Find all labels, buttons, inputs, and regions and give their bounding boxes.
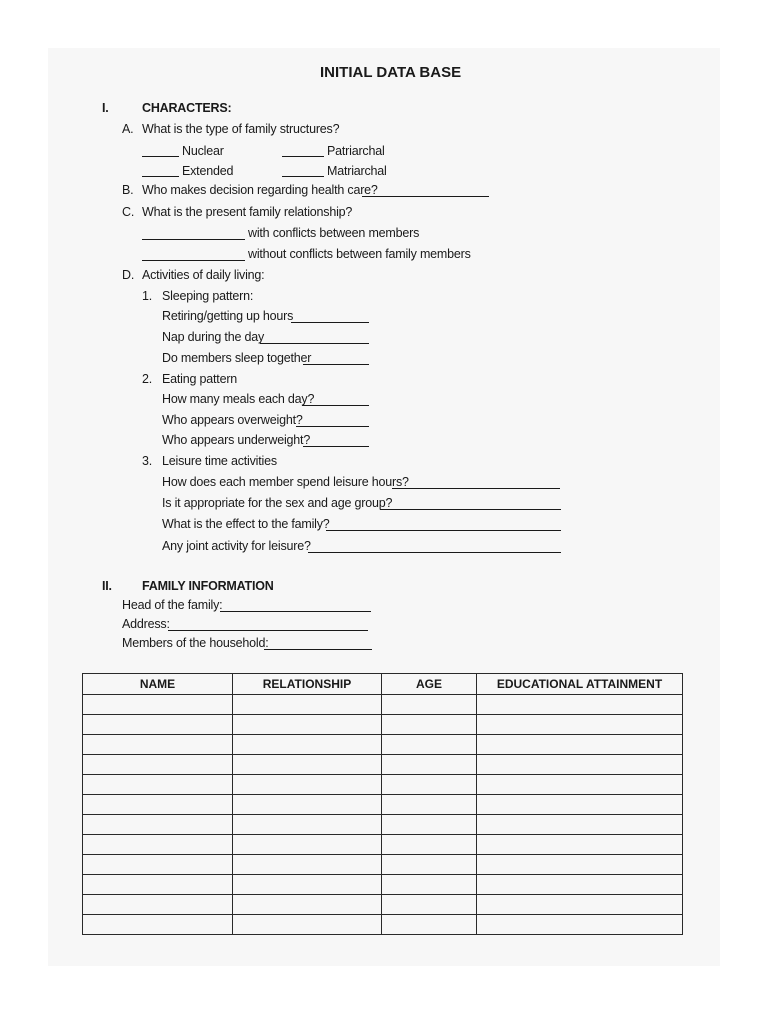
without-conflicts-blank[interactable] xyxy=(142,260,245,261)
table-cell[interactable] xyxy=(382,875,477,895)
underweight-blank[interactable] xyxy=(303,446,369,447)
table-row xyxy=(83,875,683,895)
item-1-label: Sleeping pattern: xyxy=(162,289,254,303)
table-header-row xyxy=(83,674,683,695)
table-cell[interactable] xyxy=(382,895,477,915)
column-header-name: NAME xyxy=(83,674,233,695)
form-title: INITIAL DATA BASE xyxy=(320,64,462,81)
option-extended: Extended xyxy=(182,164,234,178)
table-cell[interactable] xyxy=(83,775,233,795)
item-2-number: 2. xyxy=(142,372,153,386)
section-1-heading: CHARACTERS: xyxy=(142,101,232,115)
sleeping-question-3: Do members sleep together xyxy=(162,351,312,365)
section-1-numeral: I. xyxy=(102,101,109,115)
table-cell[interactable] xyxy=(83,915,233,935)
table-cell[interactable] xyxy=(477,775,683,795)
table-cell[interactable] xyxy=(83,795,233,815)
head-of-family-label: Head of the family: xyxy=(122,598,223,612)
sleeping-question-1: Retiring/getting up hours xyxy=(162,309,294,323)
table-cell[interactable] xyxy=(477,875,683,895)
table-row xyxy=(83,855,683,875)
item-1-number: 1. xyxy=(142,289,153,303)
sleeping-question-2: Nap during the day xyxy=(162,330,265,344)
table-cell[interactable] xyxy=(382,775,477,795)
leisure-question-3: What is the effect to the family? xyxy=(162,517,330,531)
leisure-question-1: How does each member spend leisure hours? xyxy=(162,475,409,489)
eating-question-3: Who appears underweight? xyxy=(162,433,311,447)
column-header-age: AGE xyxy=(382,674,477,695)
table-cell[interactable] xyxy=(83,875,233,895)
table-cell[interactable] xyxy=(83,835,233,855)
table-cell[interactable] xyxy=(83,695,233,715)
table-row xyxy=(83,815,683,835)
table-cell[interactable] xyxy=(382,815,477,835)
retiring-hours-blank[interactable] xyxy=(291,322,369,323)
table-cell[interactable] xyxy=(382,915,477,935)
column-header-educational-attainment: EDUCATIONAL ATTAINMENT xyxy=(477,674,683,695)
table-cell[interactable] xyxy=(83,855,233,875)
household-members-table xyxy=(82,673,683,935)
question-c-text: What is the present family relationship? xyxy=(142,205,353,219)
table-cell[interactable] xyxy=(83,715,233,735)
with-conflicts-blank[interactable] xyxy=(142,239,245,240)
meals-blank[interactable] xyxy=(302,405,369,406)
effect-blank[interactable] xyxy=(326,530,561,531)
table-row xyxy=(83,755,683,775)
table-cell[interactable] xyxy=(477,915,683,935)
option-with-conflicts: with conflicts between members xyxy=(248,226,420,240)
table-cell[interactable] xyxy=(233,815,382,835)
question-a-text: What is the type of family structures? xyxy=(142,122,340,136)
table-row xyxy=(83,835,683,855)
table-cell[interactable] xyxy=(233,775,382,795)
overweight-blank[interactable] xyxy=(296,426,369,427)
table-cell[interactable] xyxy=(233,735,382,755)
table-cell[interactable] xyxy=(233,855,382,875)
item-3-label: Leisure time activities xyxy=(162,454,277,468)
eating-question-2: Who appears overweight? xyxy=(162,413,303,427)
table-cell[interactable] xyxy=(233,795,382,815)
table-cell[interactable] xyxy=(382,795,477,815)
question-d-text: Activities of daily living: xyxy=(142,268,265,282)
table-cell[interactable] xyxy=(233,695,382,715)
table-cell[interactable] xyxy=(233,895,382,915)
extended-blank[interactable] xyxy=(142,176,179,177)
table-cell[interactable] xyxy=(477,715,683,735)
table-row xyxy=(83,915,683,935)
question-d-letter: D. xyxy=(122,268,135,282)
item-2-label: Eating pattern xyxy=(162,372,238,386)
decision-maker-blank[interactable] xyxy=(362,196,489,197)
table-row xyxy=(83,695,683,715)
question-b-text: Who makes decision regarding health care? xyxy=(142,183,378,197)
table-cell[interactable] xyxy=(382,695,477,715)
table-row xyxy=(83,775,683,795)
column-header-relationship: RELATIONSHIP xyxy=(233,674,382,695)
table-cell[interactable] xyxy=(83,895,233,915)
table-cell[interactable] xyxy=(477,835,683,855)
option-matriarchal: Matriarchal xyxy=(327,164,387,178)
question-c-letter: C. xyxy=(122,205,135,219)
table-cell[interactable] xyxy=(477,815,683,835)
table-cell[interactable] xyxy=(477,735,683,755)
table-cell[interactable] xyxy=(233,915,382,935)
head-of-family-blank[interactable] xyxy=(220,611,371,612)
nuclear-blank[interactable] xyxy=(142,156,179,157)
members-blank[interactable] xyxy=(264,649,372,650)
table-cell[interactable] xyxy=(233,875,382,895)
joint-activity-blank[interactable] xyxy=(308,552,561,553)
address-label: Address: xyxy=(122,617,170,631)
table-cell[interactable] xyxy=(382,835,477,855)
table-cell[interactable] xyxy=(477,895,683,915)
appropriate-blank[interactable] xyxy=(380,509,561,510)
table-cell[interactable] xyxy=(233,755,382,775)
table-cell[interactable] xyxy=(83,755,233,775)
section-2-numeral: II. xyxy=(102,579,112,593)
nap-blank[interactable] xyxy=(260,343,369,344)
table-cell[interactable] xyxy=(382,735,477,755)
table-row xyxy=(83,795,683,815)
matriarchal-blank[interactable] xyxy=(282,176,324,177)
table-row xyxy=(83,895,683,915)
leisure-question-4: Any joint activity for leisure? xyxy=(162,539,311,553)
eating-question-1: How many meals each day? xyxy=(162,392,315,406)
members-label: Members of the household: xyxy=(122,636,269,650)
table-cell[interactable] xyxy=(477,755,683,775)
leisure-hours-blank[interactable] xyxy=(392,488,560,489)
table-cell[interactable] xyxy=(233,715,382,735)
table-row xyxy=(83,715,683,735)
option-patriarchal: Patriarchal xyxy=(327,144,385,158)
table-cell[interactable] xyxy=(477,795,683,815)
question-b-letter: B. xyxy=(122,183,134,197)
table-cell[interactable] xyxy=(233,835,382,855)
sleep-together-blank[interactable] xyxy=(303,364,369,365)
section-2-heading: FAMILY INFORMATION xyxy=(142,579,274,593)
patriarchal-blank[interactable] xyxy=(282,156,324,157)
item-3-number: 3. xyxy=(142,454,153,468)
address-blank[interactable] xyxy=(168,630,368,631)
table-cell[interactable] xyxy=(83,735,233,755)
option-nuclear: Nuclear xyxy=(182,144,224,158)
option-without-conflicts: without conflicts between family members xyxy=(248,247,471,261)
table-body xyxy=(83,695,683,935)
table-cell[interactable] xyxy=(477,695,683,715)
table-cell[interactable] xyxy=(382,855,477,875)
table-cell[interactable] xyxy=(83,815,233,835)
leisure-question-2: Is it appropriate for the sex and age group? xyxy=(162,496,393,510)
table-row xyxy=(83,735,683,755)
table-cell[interactable] xyxy=(477,855,683,875)
question-a-letter: A. xyxy=(122,122,134,136)
table-cell[interactable] xyxy=(382,755,477,775)
table-cell[interactable] xyxy=(382,715,477,735)
